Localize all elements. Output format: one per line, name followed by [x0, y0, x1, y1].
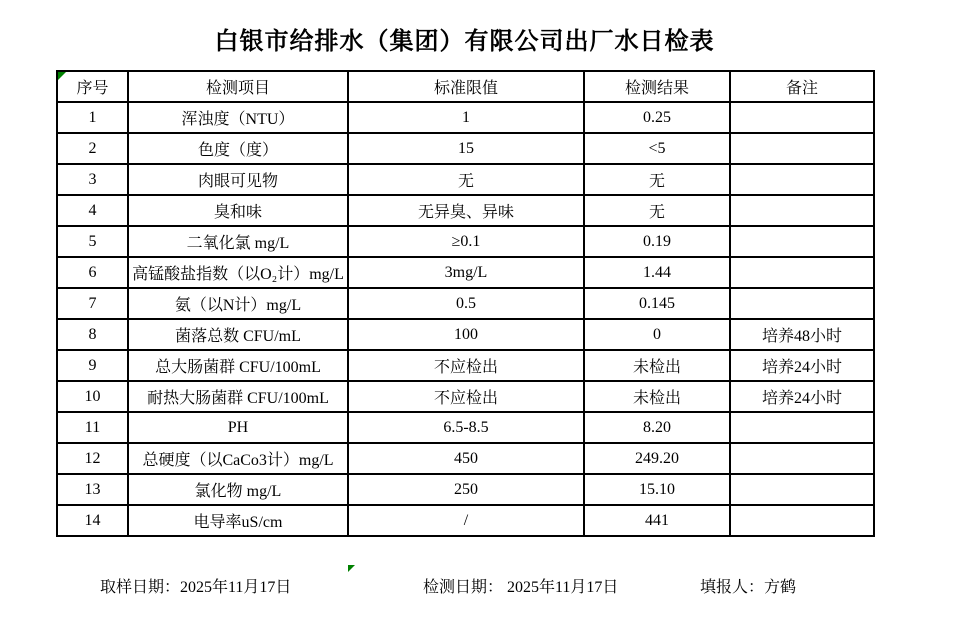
- cell-limit: 100: [348, 319, 584, 350]
- table-row: [57, 319, 874, 350]
- table-row: [57, 350, 874, 381]
- cell-result: 未检出: [584, 350, 730, 381]
- cell-result: 441: [584, 505, 730, 536]
- header-result: 检测结果: [584, 71, 730, 102]
- cell-no: 13: [57, 474, 128, 505]
- cell-note: [730, 257, 874, 288]
- cell-no: 11: [57, 412, 128, 443]
- table-row: [57, 164, 874, 195]
- sample-date-label: 取样日期：2025年11月17日: [100, 579, 292, 596]
- cell-result: 0.25: [584, 102, 730, 133]
- cell-note: [730, 443, 874, 474]
- cell-no: 10: [57, 381, 128, 412]
- cell-result: 15.10: [584, 474, 730, 505]
- inspection-table: [56, 70, 875, 537]
- cell-no: 1: [57, 102, 128, 133]
- cell-limit: 15: [348, 133, 584, 164]
- cell-no: 6: [57, 257, 128, 288]
- table-row: [57, 288, 874, 319]
- cell-limit: 不应检出: [348, 381, 584, 412]
- cell-result: <5: [584, 133, 730, 164]
- cell-result: 未检出: [584, 381, 730, 412]
- cell-no: 5: [57, 226, 128, 257]
- cell-limit: 无: [348, 164, 584, 195]
- cell-limit: 6.5-8.5: [348, 412, 584, 443]
- cell-note: [730, 505, 874, 536]
- cell-item: 氨（以N计）mg/L: [128, 288, 348, 319]
- cell-item: 高锰酸盐指数（以O₂计）mg/L: [128, 257, 348, 288]
- cell-note: [730, 164, 874, 195]
- cell-no: 7: [57, 288, 128, 319]
- cell-note: 培养24小时: [730, 350, 874, 381]
- cell-item: 总硬度（以CaCo3计）mg/L: [128, 443, 348, 474]
- cell-item: 肉眼可见物: [128, 164, 348, 195]
- table-row: [57, 226, 874, 257]
- header-item: 检测项目: [128, 71, 348, 102]
- cell-result: 1.44: [584, 257, 730, 288]
- cell-no: 2: [57, 133, 128, 164]
- table-row: [57, 474, 874, 505]
- page-title: 白银市给排水（集团）有限公司出厂水日检表: [214, 29, 715, 55]
- table-row: [57, 381, 874, 412]
- cell-item: 氯化物 mg/L: [128, 474, 348, 505]
- cell-no: 12: [57, 443, 128, 474]
- cell-note: 培养48小时: [730, 319, 874, 350]
- cell-note: [730, 288, 874, 319]
- table-row: [57, 412, 874, 443]
- cell-note: [730, 195, 874, 226]
- cell-note: [730, 102, 874, 133]
- cell-result: 无: [584, 164, 730, 195]
- cell-item: 总大肠菌群 CFU/100mL: [128, 350, 348, 381]
- cell-no: 9: [57, 350, 128, 381]
- cell-limit: /: [348, 505, 584, 536]
- cell-limit: ≥0.1: [348, 226, 584, 257]
- cell-result: 无: [584, 195, 730, 226]
- cell-limit: 1: [348, 102, 584, 133]
- cell-result: 0.145: [584, 288, 730, 319]
- header-seq: 序号: [57, 71, 128, 102]
- header-note: 备注: [730, 71, 874, 102]
- cell-limit: 450: [348, 443, 584, 474]
- cell-item: 二氧化氯 mg/L: [128, 226, 348, 257]
- cell-item: 菌落总数 CFU/mL: [128, 319, 348, 350]
- cell-item: 色度（度）: [128, 133, 348, 164]
- header-limit: 标准限值: [348, 71, 584, 102]
- cell-result: 0.19: [584, 226, 730, 257]
- table-row: [57, 443, 874, 474]
- cell-no: 14: [57, 505, 128, 536]
- cell-limit: 0.5: [348, 288, 584, 319]
- table-row: [57, 257, 874, 288]
- cell-item: PH: [128, 412, 348, 443]
- cell-limit: 无异臭、异味: [348, 195, 584, 226]
- cell-flag-icon: [348, 565, 355, 572]
- test-date-label: 检测日期： 2025年11月17日: [423, 579, 619, 596]
- cell-item: 耐热大肠菌群 CFU/100mL: [128, 381, 348, 412]
- cell-no: 8: [57, 319, 128, 350]
- cell-item: 浑浊度（NTU）: [128, 102, 348, 133]
- cell-note: [730, 133, 874, 164]
- cell-result: 8.20: [584, 412, 730, 443]
- cell-note: [730, 474, 874, 505]
- cell-no: 4: [57, 195, 128, 226]
- footer: [0, 574, 961, 596]
- cell-item: 电导率uS/cm: [128, 505, 348, 536]
- table-row: [57, 505, 874, 536]
- cell-note: [730, 226, 874, 257]
- table-row: [57, 133, 874, 164]
- cell-note: [730, 412, 874, 443]
- cell-result: 249.20: [584, 443, 730, 474]
- cell-no: 3: [57, 164, 128, 195]
- cell-limit: 250: [348, 474, 584, 505]
- reporter-label: 填报人：方鹤: [700, 579, 797, 596]
- cell-item: 臭和味: [128, 195, 348, 226]
- header-row: [57, 71, 874, 102]
- cell-limit: 不应检出: [348, 350, 584, 381]
- cell-result: 0: [584, 319, 730, 350]
- cell-note: 培养24小时: [730, 381, 874, 412]
- cell-limit: 3mg/L: [348, 257, 584, 288]
- table-row: [57, 195, 874, 226]
- table-row: [57, 102, 874, 133]
